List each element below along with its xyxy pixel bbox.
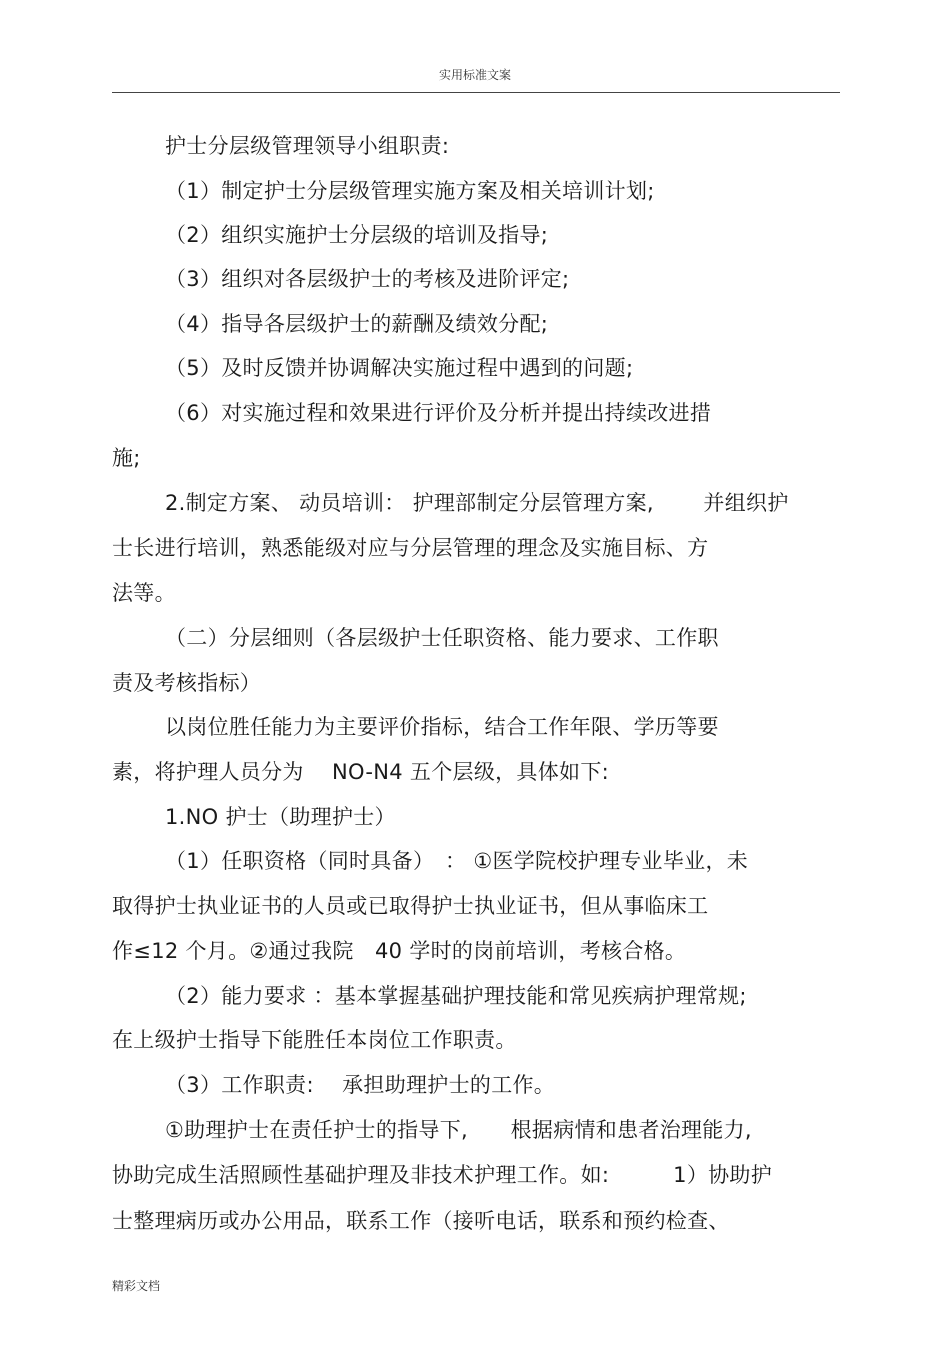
text-line: 素，将护理人员分为 NO-N4 五个层级，具体如下:: [112, 760, 609, 784]
text-line: 法等。: [112, 581, 176, 605]
text-line: （1）任职资格（同时具备） ： ①医学院校护理专业毕业，未: [165, 849, 749, 873]
text-line: 在上级护士指导下能胜任本岗位工作职责。: [112, 1028, 517, 1052]
text-line: 以岗位胜任能力为主要评价指标，结合工作年限、学历等要: [165, 715, 719, 739]
text-line: 施;: [112, 446, 141, 470]
text-line: （6）对实施过程和效果进行评价及分析并提出持续改进措: [165, 401, 712, 425]
text-line: ①助理护士在责任护士的指导下, 根据病情和患者治理能力,: [165, 1118, 752, 1142]
text-line: 作≤12 个月。②通过我院 40 学时的岗前培训，考核合格。: [112, 939, 687, 963]
text-line: （1）制定护士分层级管理实施方案及相关培训计划;: [165, 179, 655, 203]
text-line: （3）工作职责: 承担助理护士的工作。: [165, 1073, 556, 1097]
text-line: 1.NO 护士（助理护士）: [165, 805, 396, 829]
text-line: （5）及时反馈并协调解决实施过程中遇到的问题;: [165, 356, 634, 380]
header-rule: [112, 92, 840, 93]
text-line: 护士分层级管理领导小组职责:: [165, 134, 450, 158]
text-line: 责及考核指标）: [112, 671, 262, 695]
page-header: 实用标准文案: [438, 68, 511, 82]
text-line: 士长进行培训，熟悉能级对应与分层管理的理念及实施目标、方: [112, 536, 709, 560]
text-line: （2）能力要求 ：基本掌握基础护理技能和常见疾病护理常规;: [165, 984, 747, 1008]
text-line: （3）组织对各层级护士的考核及进阶评定;: [165, 267, 570, 291]
text-line: （4）指导各层级护士的薪酬及绩效分配;: [165, 312, 549, 336]
text-line: 协助完成生活照顾性基础护理及非技术护理工作。如: 1）协助护: [112, 1163, 773, 1187]
text-line: 取得护士执业证书的人员或已取得护士执业证书，但从事临床工: [112, 894, 709, 918]
text-line: 2.制定方案、 动员培训： 护理部制定分层管理方案, 并组织护: [165, 491, 789, 515]
text-line: （二）分层细则（各层级护士任职资格、能力要求、工作职: [165, 626, 719, 650]
text-line: 士整理病历或办公用品，联系工作（接听电话，联系和预约检查、: [112, 1209, 730, 1233]
text-line: （2）组织实施护士分层级的培训及指导;: [165, 223, 549, 247]
page-footer: 精彩文档: [112, 1279, 161, 1293]
